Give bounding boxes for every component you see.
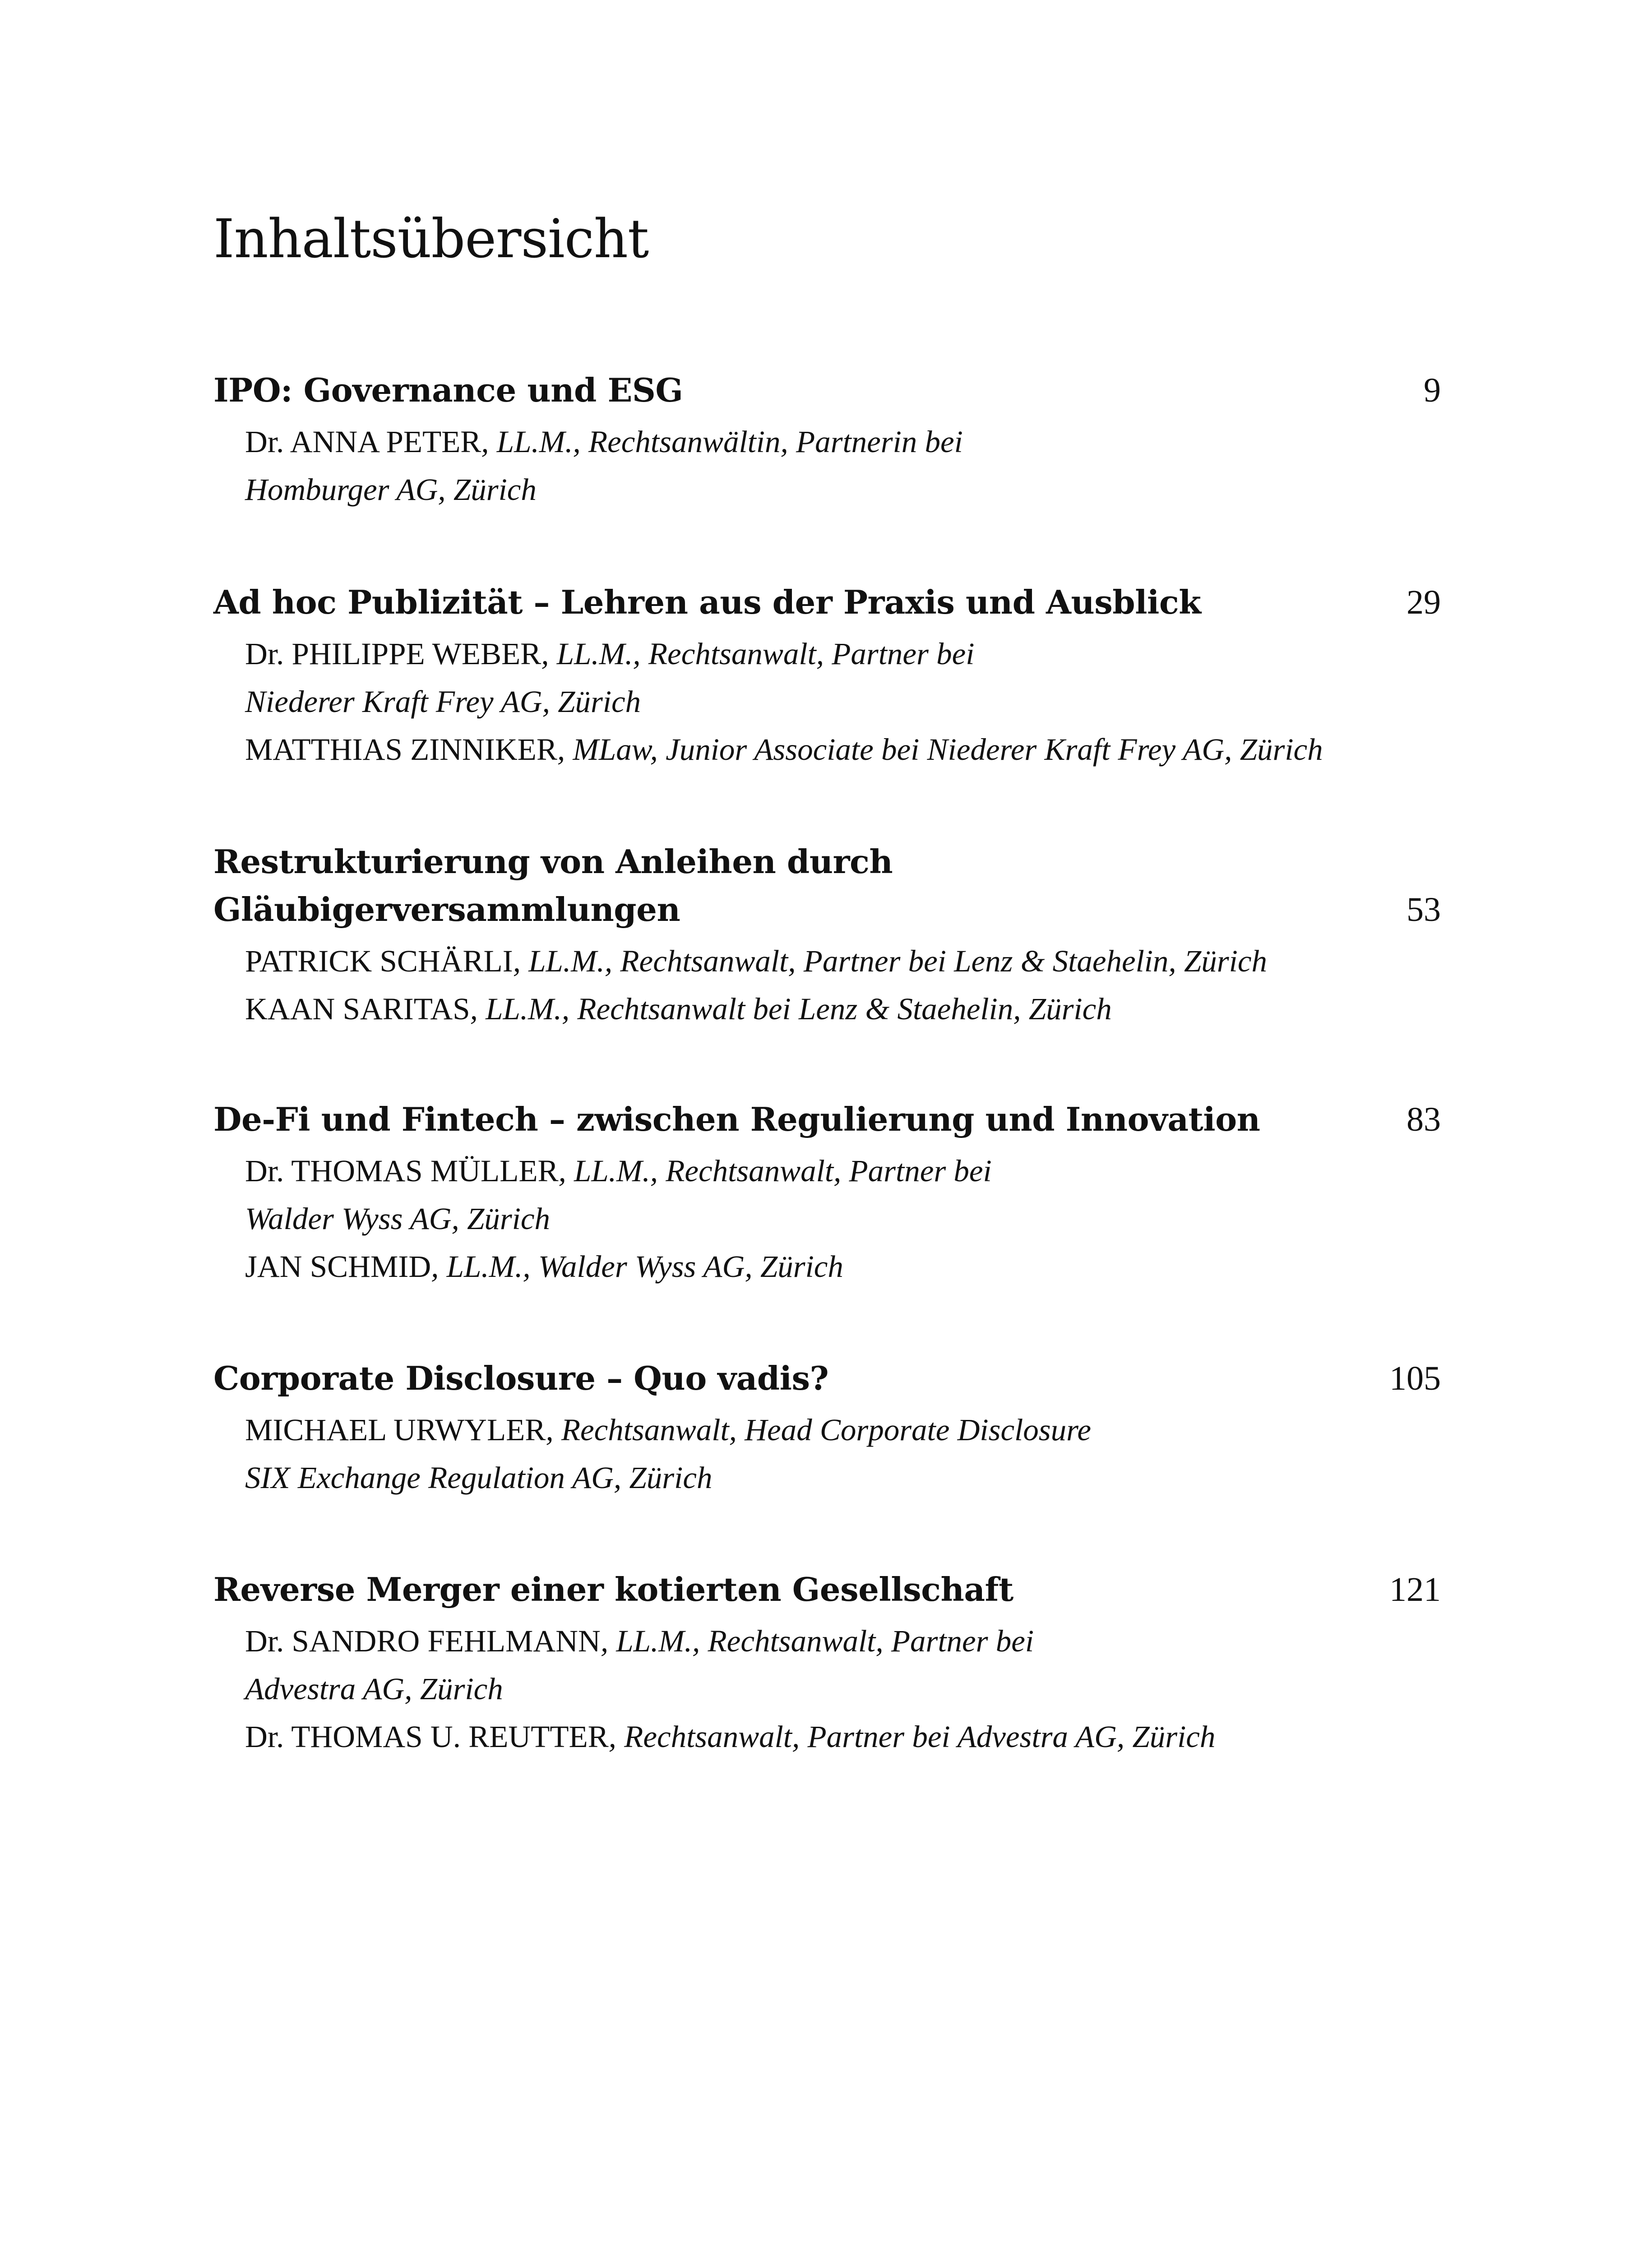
author-line bbox=[245, 1195, 1441, 1243]
author-line bbox=[245, 1713, 1441, 1761]
author-line bbox=[245, 937, 1441, 985]
page-title: Inhaltsübersicht bbox=[213, 208, 649, 270]
toc-entry-title-line: IPO: Governance und ESG bbox=[213, 371, 683, 409]
toc-entry-title[interactable] bbox=[213, 366, 1369, 414]
author-line bbox=[245, 726, 1441, 773]
toc-entry-authors bbox=[213, 1617, 1441, 1761]
author-affiliation: Walder Wyss AG, Zürich bbox=[245, 1202, 551, 1236]
author-line bbox=[245, 630, 1441, 678]
author-affiliation: Niederer Kraft Frey AG, Zürich bbox=[245, 684, 641, 719]
author-name: JAN SCHMID bbox=[245, 1249, 431, 1284]
author-affiliation: , LL.M., Rechtsanwalt, Partner bei bbox=[558, 1154, 992, 1188]
author-name: MICHAEL URWYLER bbox=[245, 1413, 546, 1447]
author-affiliation: , LL.M., Rechtsanwalt bei Lenz & Staehelin, Zürich bbox=[470, 992, 1112, 1026]
toc-entry-authors bbox=[213, 1147, 1441, 1290]
author-line bbox=[245, 1617, 1441, 1665]
toc-entry-title-line: Reverse Merger einer kotierten Gesellschaft bbox=[213, 1570, 1013, 1609]
toc-entry-authors bbox=[213, 418, 1441, 513]
author-affiliation: , Rechtsanwalt, Partner bei Advestra AG, Zürich bbox=[608, 1720, 1216, 1754]
author-name: MATTHIAS ZINNIKER bbox=[245, 732, 557, 767]
toc-entry-title[interactable] bbox=[213, 578, 1369, 626]
author-line bbox=[245, 1243, 1441, 1290]
toc-page-number: 83 bbox=[1407, 1100, 1441, 1138]
toc-entry-title[interactable] bbox=[213, 1096, 1369, 1143]
toc-entry-title[interactable] bbox=[213, 1355, 1369, 1402]
author-name: Dr. ANNA PETER bbox=[245, 425, 481, 459]
toc-entry bbox=[213, 1355, 1441, 1502]
author-affiliation: , LL.M., Walder Wyss AG, Zürich bbox=[431, 1249, 843, 1284]
toc-page-number: 29 bbox=[1407, 583, 1441, 621]
author-name: Dr. SANDRO FEHLMANN bbox=[245, 1624, 601, 1658]
author-line bbox=[245, 1454, 1441, 1502]
author-affiliation: , LL.M., Rechtsanwalt, Partner bei bbox=[600, 1624, 1034, 1658]
author-affiliation: Advestra AG, Zürich bbox=[245, 1672, 503, 1706]
author-affiliation: Homburger AG, Zürich bbox=[245, 472, 537, 507]
author-line bbox=[245, 1665, 1441, 1713]
toc-entry-title-line: De-Fi und Fintech – zwischen Regulierung und Innovation bbox=[213, 1100, 1260, 1138]
toc-entry-title-line: Gläubigerversammlungen bbox=[213, 890, 680, 929]
toc-entry bbox=[213, 366, 1441, 513]
toc-entry-title-line: Ad hoc Publizität – Lehren aus der Praxis und Ausblick bbox=[213, 583, 1201, 621]
toc-entry-title[interactable] bbox=[213, 1566, 1369, 1613]
toc-entry-authors bbox=[213, 630, 1441, 773]
author-affiliation: , Rechtsanwalt, Head Corporate Disclosure bbox=[546, 1413, 1092, 1447]
toc-page-number: 53 bbox=[1407, 891, 1441, 929]
author-affiliation: , LL.M., Rechtsanwältin, Partnerin bei bbox=[481, 425, 963, 459]
toc-entry-title[interactable] bbox=[213, 838, 1369, 934]
author-affiliation: , LL.M., Rechtsanwalt, Partner bei bbox=[541, 637, 975, 671]
author-line bbox=[245, 1406, 1441, 1454]
author-line bbox=[245, 466, 1441, 513]
toc-entry-authors bbox=[213, 1406, 1441, 1502]
author-line bbox=[245, 985, 1441, 1033]
author-line bbox=[245, 418, 1441, 466]
toc-entry-title-line: Restrukturierung von Anleihen durch bbox=[213, 842, 893, 881]
author-affiliation: , MLaw, Junior Associate bei Niederer Kraft Frey AG, Zürich bbox=[557, 732, 1323, 767]
toc-entry bbox=[213, 1566, 1441, 1761]
author-line bbox=[245, 678, 1441, 726]
toc-entry bbox=[213, 1096, 1441, 1290]
author-affiliation: SIX Exchange Regulation AG, Zürich bbox=[245, 1461, 713, 1495]
toc-entry bbox=[213, 838, 1441, 1033]
toc-entry-title-line: Corporate Disclosure – Quo vadis? bbox=[213, 1359, 829, 1397]
toc-page-number: 121 bbox=[1389, 1571, 1441, 1609]
toc-entry-authors bbox=[213, 937, 1441, 1033]
author-affiliation: , LL.M., Rechtsanwalt, Partner bei Lenz & Staehelin, Zürich bbox=[513, 944, 1267, 978]
toc-page-number: 105 bbox=[1389, 1359, 1441, 1397]
author-line bbox=[245, 1147, 1441, 1195]
author-name: Dr. PHILIPPE WEBER bbox=[245, 637, 541, 671]
author-name: KAAN SARITAS bbox=[245, 992, 470, 1026]
toc-page-number: 9 bbox=[1424, 371, 1441, 409]
author-name: Dr. THOMAS MÜLLER bbox=[245, 1154, 559, 1188]
author-name: PATRICK SCHÄRLI bbox=[245, 944, 513, 978]
toc-entry bbox=[213, 578, 1441, 773]
author-name: Dr. THOMAS U. REUTTER bbox=[245, 1720, 609, 1754]
